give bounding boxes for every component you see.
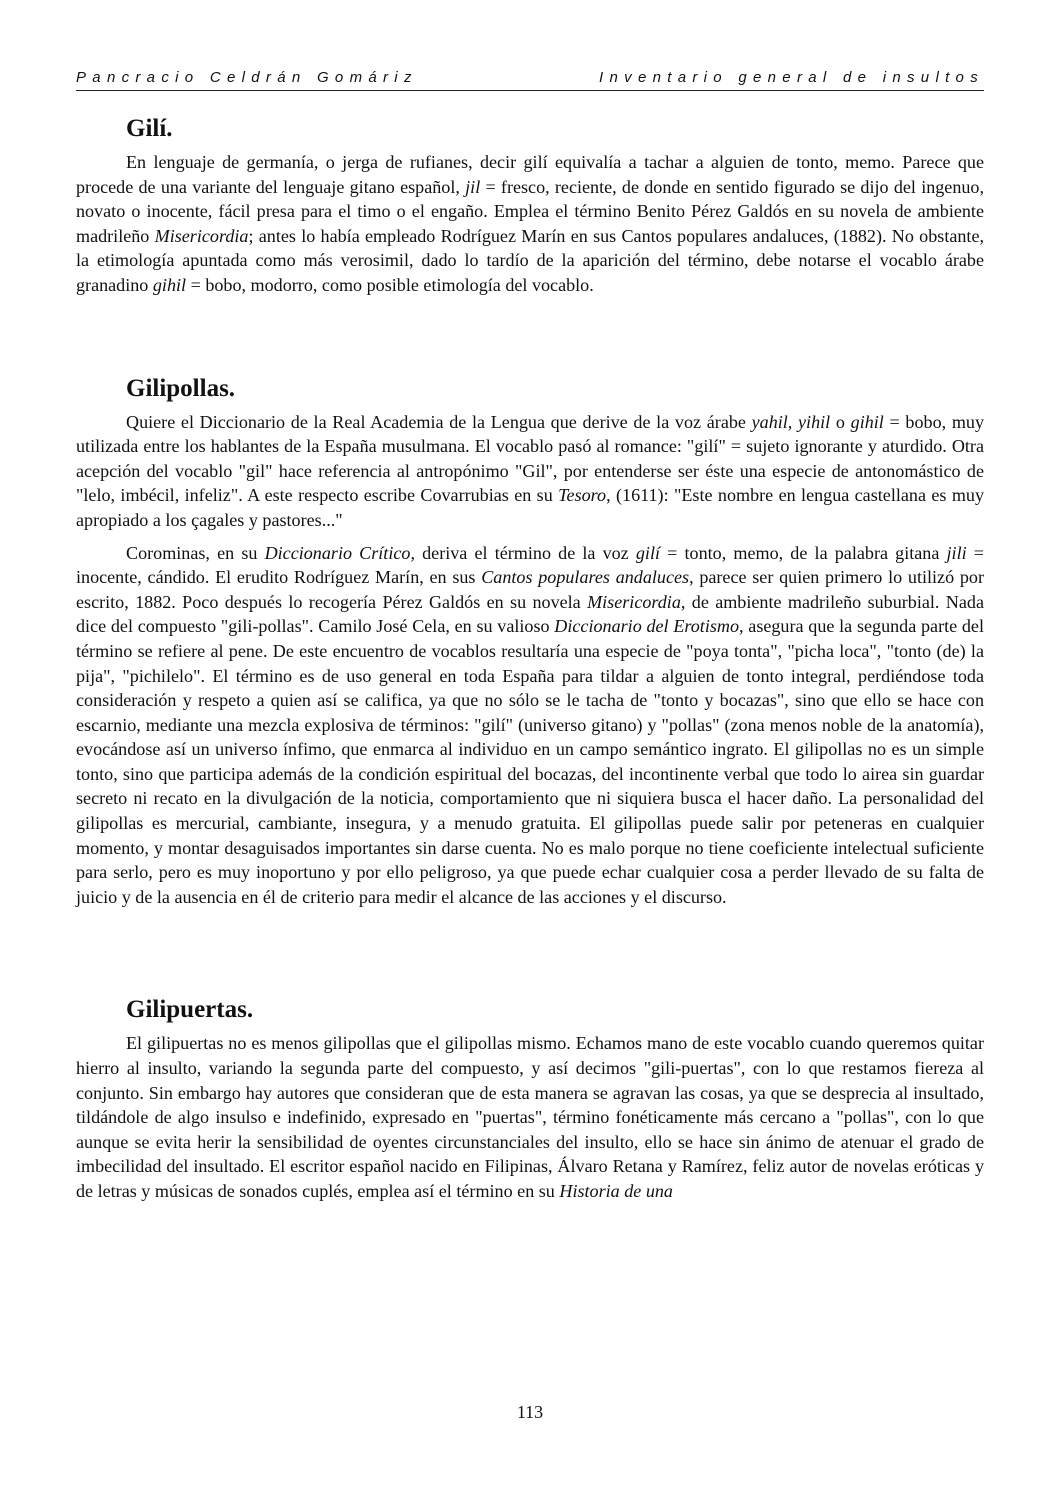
- text-run: = tonto, memo, de la palabra gitana: [660, 542, 947, 563]
- italic-run: gihil: [850, 411, 884, 432]
- running-header: [76, 68, 984, 91]
- entry-paragraph: [76, 541, 984, 910]
- page-body: [76, 112, 984, 1204]
- text-run: , parece ser quien primero lo utilizó por escrito, 1882. Poco después lo recogería Pérez Galdós en su novela: [76, 567, 984, 612]
- page-number: 113: [516, 1402, 544, 1422]
- entry-title: Gilí.: [126, 115, 173, 142]
- italic-run: Tesoro: [558, 485, 607, 506]
- italic-run: yahil, yihil: [751, 411, 831, 432]
- text-run: , asegura que la segunda parte del término se refiere al pene. De este encuentro de vocablos resultaría una especie de "poya tonta", "picha loca", "tonto (de) la pija", "pichilelo". El término es de uso general en toda España para tildar a alguien de tonto integral, perdiéndose toda consideración y respeto a quien así se califica, ya que no sólo se le tacha de "tonto y bocazas", sino que ello se hace con escarnio, mediante una mezcla explosiva de términos: "gilí" (universo gitano) y "pollas" (zona menos noble de la anatomía), evocándose así un universo ínfimo, que enmarca al individuo en un campo semántico ingrato. El gilipollas no es un simple tonto, sino que participa además de la condición espiritual del bocazas, del incontinente verbal que todo lo airea sin guardar secreto ni recato en la divulgación de la noticia, comportamiento que ni siquiera busca el hacer daño. La personalidad del gilipollas es mercurial, cambiante, insegura, y a menudo gratuita. El gilipollas puede salir por peteneras en cualquier momento, y montar desaguisados importantes sin darse cuenta. No es malo porque no tiene coeficiente intelectual suficiente para serlo, pero es muy inoportuno y por ello peligroso, ya que puede echar cualquier cosa a perder llevado de su falta de juicio y de la ausencia en él de criterio para medir el alcance de las acciones y el discurso.: [76, 616, 984, 907]
- text-run: = fresco, reciente, de donde en sentido figurado se dijo del ingenuo, novato o inocente, fácil presa para el timo o el engaño. Emplea el término Benito Pérez Galdós en su novela de ambiente madrileño: [76, 176, 985, 246]
- text-run: Quiere el Diccionario de la Real Academia de la Lengua que derive de la voz árabe: [126, 411, 752, 432]
- header-author: Pancracio Celdrán Gomáriz: [76, 69, 418, 86]
- italic-run: Misericordia: [154, 225, 249, 246]
- italic-run: Cantos populares andaluces: [481, 567, 690, 588]
- text-run: , (1611): "Este nombre en lengua castellana es muy apropiado a los çagales y pastores...": [76, 485, 984, 530]
- text-run: ; antes lo había empleado Rodríguez Marín en sus Cantos populares andaluces, (1882). No obstante, la etimología apuntada como más verosimil, dado lo tardío de la aparición del término, debe notarse el vocablo árabe granadino: [76, 225, 984, 295]
- text-run: , deriva el término de la voz: [410, 542, 636, 563]
- text-run: = bobo, modorro, como posible etimología del vocablo.: [186, 274, 594, 295]
- entry-gilipuertas: [76, 993, 984, 1203]
- italic-run: jil: [465, 176, 481, 197]
- text-run: = bobo, muy utilizada entre los hablantes de la España musulmana. El vocablo pasó al romance: "gilí" = sujeto ignorante y aturdido. Otra acepción del vocablo "gil" hace referencia al antropónimo "Gil", por entenderse ser éste una especie de antonomástico de "lelo, imbécil, infeliz". A este respecto escribe Covarrubias en su: [76, 411, 985, 506]
- text-run: , de ambiente madrileño suburbial. Nada dice del compuesto "gili-pollas". Camilo José Cela, en su valioso: [76, 591, 984, 637]
- italic-run: Diccionario del Erotismo: [554, 616, 740, 637]
- italic-run: gilí: [635, 542, 661, 563]
- text-run: = inocente, cándido. El erudito Rodríguez Marín, en sus: [76, 542, 985, 588]
- italic-run: Diccionario Crítico: [264, 542, 411, 563]
- entry-paragraph: [76, 150, 984, 298]
- entry-title: Gilipuertas.: [126, 996, 254, 1024]
- text-run: o: [830, 411, 851, 432]
- entry-paragraph: [76, 1031, 984, 1203]
- entry-gili: [76, 112, 984, 298]
- italic-run: gihil: [152, 274, 187, 295]
- italic-run: Historia de una: [559, 1181, 673, 1201]
- entry-paragraph: [76, 410, 984, 533]
- italic-run: Misericordia: [587, 591, 681, 612]
- header-book-title: Inventario general de insultos: [599, 69, 984, 86]
- entry-gilipollas: [76, 372, 984, 910]
- italic-run: jili: [946, 542, 967, 563]
- text-run: El gilipuertas no es menos gilipollas que el gilipollas mismo. Echamos mano de este vocablo cuando queremos quitar hierro al insulto, variando la segunda parte del compuesto, y así decimos "gili-puertas", con lo que restamos fiereza al conjunto. Sin embargo hay autores que consideran que de esta manera se agravan las cosas, ya que se desprecia al insultado, tildándole de algo insulso e indefinido, expresado en "puertas", término fonéticamente más cercano a "pollas", con lo que aunque se evita herir la sensibilidad de oyentes circunstanciales del insulto, ello se hace sin ánimo de atenuar el grado de imbecilidad del insultado. El escritor español nacido en Filipinas, Álvaro Retana y Ramírez, feliz autor de novelas eróticas y de letras y músicas de sonados cuplés, emplea así el término en su: [76, 1033, 984, 1201]
- text-run: Corominas, en su: [126, 542, 265, 563]
- entry-title: Gilipollas.: [126, 374, 236, 402]
- text-run: En lenguaje de germanía, o jerga de rufianes, decir gilí equivalía a tachar a alguien de tonto, memo. Parece que procede de una variante del lenguaje gitano español,: [76, 152, 984, 197]
